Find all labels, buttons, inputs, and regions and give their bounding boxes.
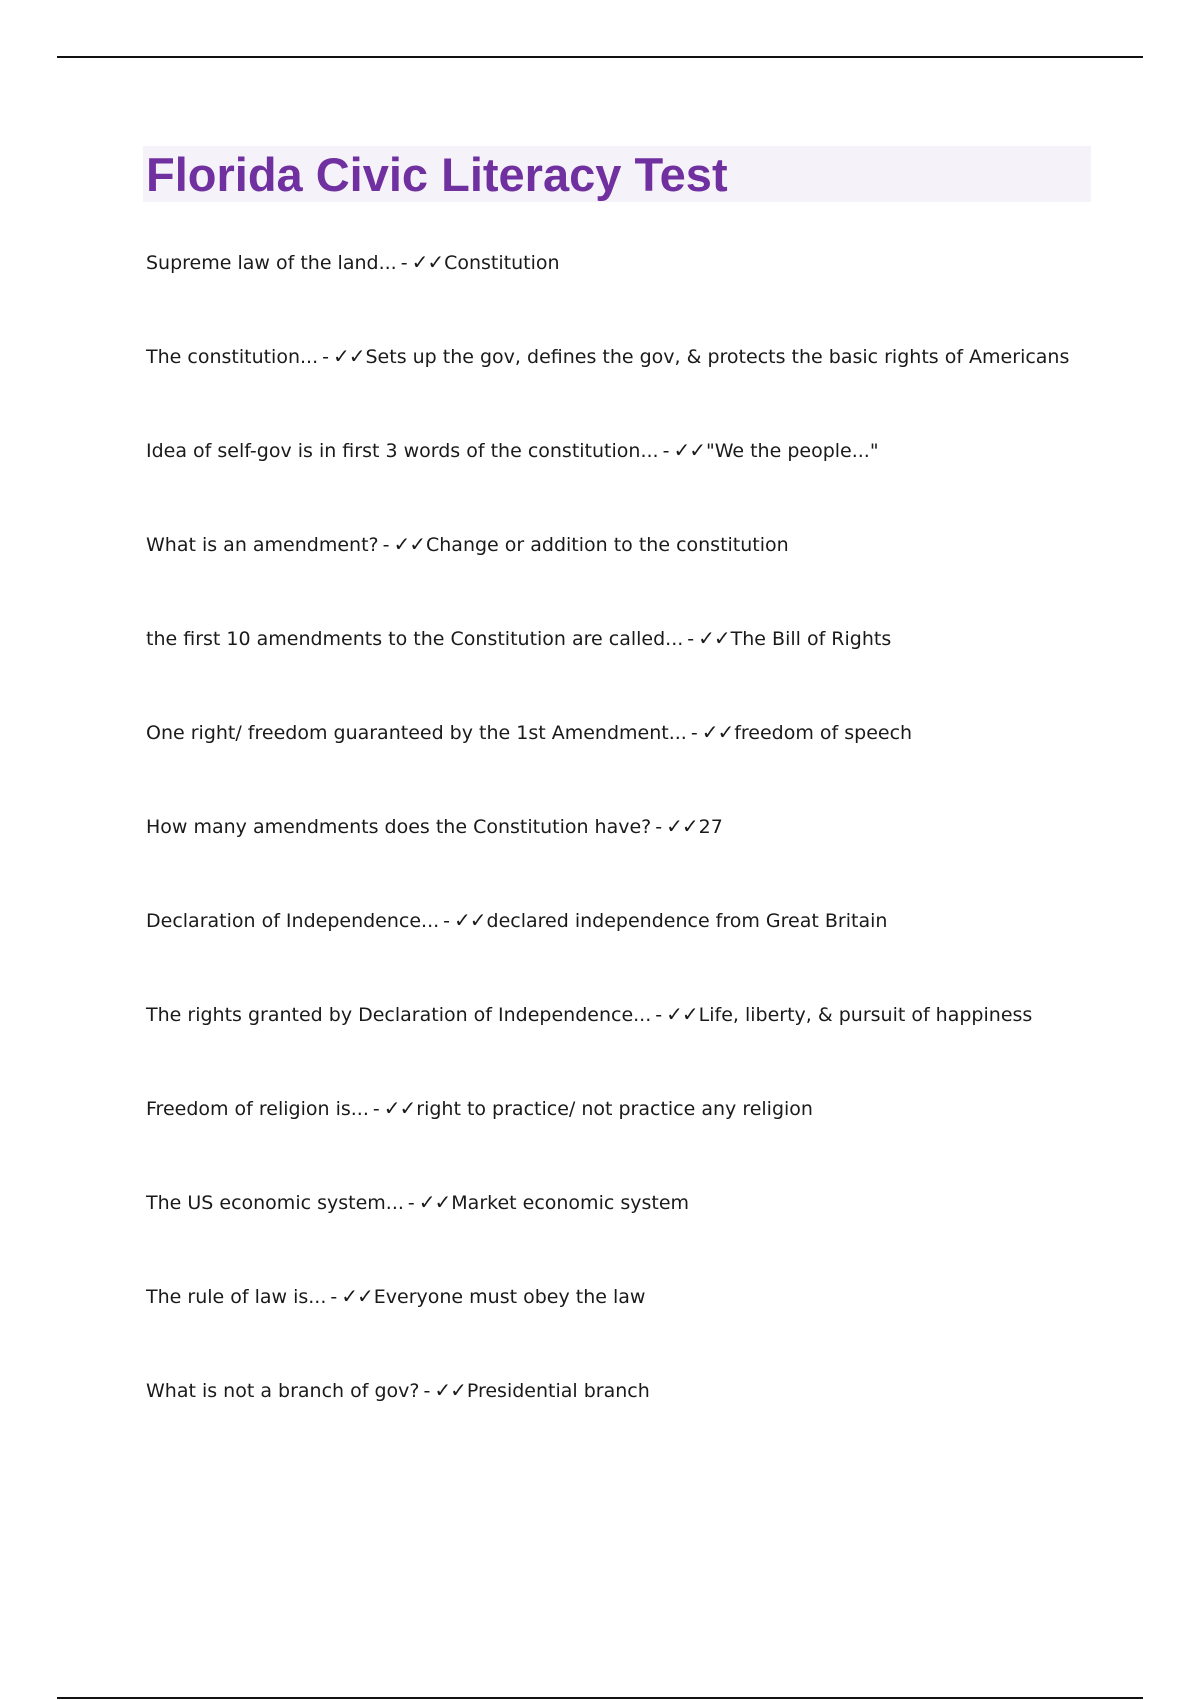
qa-item <box>146 1092 1146 1186</box>
qa-item <box>146 904 1146 998</box>
answer-text: "We the people..." <box>705 440 879 462</box>
double-check-icon: ✓✓ <box>454 908 486 932</box>
qa-item <box>146 998 1146 1092</box>
qa-item <box>146 340 1146 434</box>
answer-text: Constitution <box>444 252 560 274</box>
double-check-icon: ✓✓ <box>393 532 425 556</box>
question-text: The constitution... <box>146 346 319 368</box>
title-band <box>143 146 1091 202</box>
double-check-icon: ✓✓ <box>383 1096 416 1120</box>
answer-text: right to practice/ not practice any religion <box>416 1098 813 1120</box>
qa-item <box>146 1374 1146 1468</box>
qa-item <box>146 716 1146 810</box>
double-check-icon: ✓✓ <box>341 1284 373 1308</box>
question-text: Idea of self-gov is in first 3 words of the constitution... <box>146 440 659 462</box>
qa-item <box>146 434 1146 528</box>
question-text: What is an amendment? <box>146 534 379 556</box>
question-text: the first 10 amendments to the Constitution are called... <box>146 628 684 650</box>
question-text: The rights granted by Declaration of Independence... <box>146 1004 652 1026</box>
qa-separator: - <box>690 722 698 744</box>
qa-separator: - <box>443 910 451 932</box>
double-check-icon: ✓✓ <box>434 1378 466 1402</box>
question-text: One right/ freedom guaranteed by the 1st Amendment... <box>146 722 687 744</box>
double-check-icon: ✓✓ <box>673 438 705 462</box>
qa-item <box>146 1186 1146 1280</box>
question-text: Declaration of Independence... <box>146 910 440 932</box>
double-check-icon: ✓✓ <box>698 626 730 650</box>
qa-separator: - <box>655 816 663 838</box>
qa-separator: - <box>322 346 329 368</box>
answer-text: Life, liberty, & pursuit of happiness <box>698 1004 1033 1026</box>
qa-separator: - <box>330 1286 338 1308</box>
page-title: Florida Civic Literacy Test <box>146 147 728 201</box>
question-text: Freedom of religion is... <box>146 1098 369 1120</box>
double-check-icon: ✓✓ <box>411 250 444 274</box>
answer-text: Change or addition to the constitution <box>426 534 789 556</box>
qa-separator: - <box>400 252 408 274</box>
question-text: How many amendments does the Constitution have? <box>146 816 652 838</box>
qa-item <box>146 1280 1146 1374</box>
qa-item <box>146 246 1146 340</box>
answer-text: declared independence from Great Britain <box>486 910 888 932</box>
double-check-icon: ✓✓ <box>418 1190 451 1214</box>
qa-item <box>146 622 1146 716</box>
qa-separator: - <box>423 1380 431 1402</box>
double-check-icon: ✓✓ <box>666 1002 698 1026</box>
answer-text: 27 <box>698 816 723 838</box>
qa-separator: - <box>407 1192 415 1214</box>
header-rule <box>57 56 1143 58</box>
question-text: What is not a branch of gov? <box>146 1380 420 1402</box>
qa-separator: - <box>382 534 390 556</box>
question-text: Supreme law of the land... <box>146 252 397 274</box>
qa-list <box>146 246 1146 1468</box>
answer-text: Market economic system <box>451 1192 690 1214</box>
qa-item <box>146 528 1146 622</box>
qa-item <box>146 810 1146 904</box>
qa-separator: - <box>662 440 670 462</box>
qa-separator: - <box>655 1004 663 1026</box>
answer-text: Sets up the gov, defines the gov, & protects the basic rights of Americans <box>365 346 1070 368</box>
qa-separator: - <box>687 628 695 650</box>
answer-text: freedom of speech <box>734 722 913 744</box>
footer-rule <box>57 1697 1143 1699</box>
double-check-icon: ✓✓ <box>332 344 365 368</box>
answer-text: Everyone must obey the law <box>373 1286 646 1308</box>
double-check-icon: ✓✓ <box>701 720 734 744</box>
question-text: The US economic system... <box>146 1192 404 1214</box>
double-check-icon: ✓✓ <box>666 814 698 838</box>
answer-text: Presidential branch <box>466 1380 650 1402</box>
answer-text: The Bill of Rights <box>730 628 892 650</box>
question-text: The rule of law is... <box>146 1286 327 1308</box>
qa-separator: - <box>372 1098 380 1120</box>
